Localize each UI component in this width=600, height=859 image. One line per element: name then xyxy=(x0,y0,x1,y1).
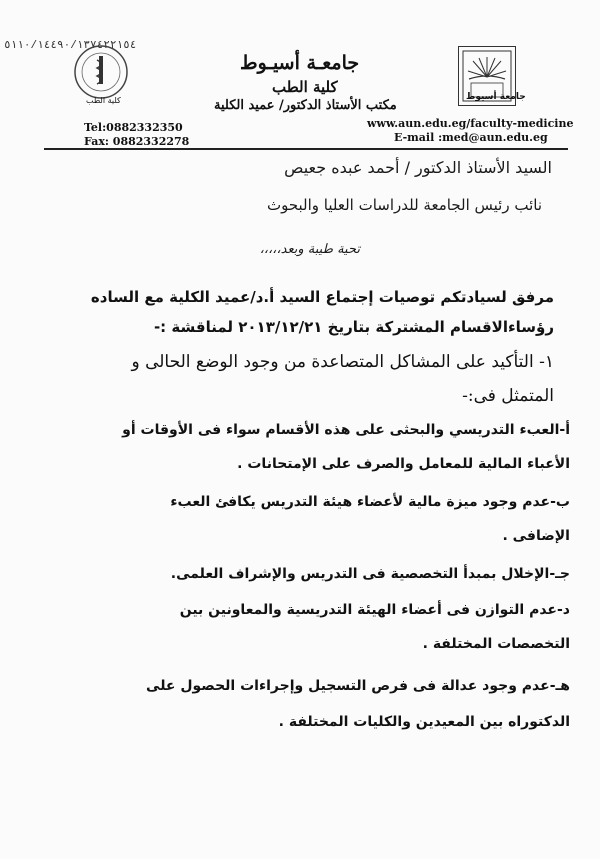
university-name: جامعـة أسيـوط xyxy=(240,52,360,74)
item-b-line-1: ب-عدم وجود ميزة مالية لأعضاء هيئة التدريس يكافئ العبء xyxy=(170,494,570,510)
addressee-title: نائب رئيس الجامعة للدراسات العليا والبحوث xyxy=(266,196,542,214)
item-e-line-2: الدكتوراه بين المعيدين والكليات المختلفة . xyxy=(278,714,570,730)
point-1-line-2: المتمثل فى:- xyxy=(462,386,554,406)
header-divider xyxy=(44,148,568,150)
item-d-line-2: التخصصات المختلفة . xyxy=(422,636,570,652)
intro-line-2: رؤساءالاقسام المشتركة بتاريخ ٢٠١٣/١٢/٢١ لمناقشة :- xyxy=(153,318,554,336)
fax: Fax: 0882332278 xyxy=(84,135,190,148)
item-a-line-2: الأعباء المالية للمعامل والصرف على الإمتحانات . xyxy=(237,456,570,472)
faculty-name: كلية الطب xyxy=(272,78,338,96)
item-e-line-1: هـ-عدم وجود عدالة فى فرص التسجيل وإجراءات الحصول على xyxy=(146,678,570,694)
item-c-line-1: جـ-الإخلال بمبدأ التخصصية فى التدريس والإشراف العلمى. xyxy=(170,566,570,582)
addressee-name: السيد الأستاذ الدكتور / أحمد عبده جعيص xyxy=(284,158,552,177)
item-d-line-1: د-عدم التوازن فى أعضاء الهيئة التدريسية والمعاونين بين xyxy=(179,602,570,618)
fax-header: ٥١١٠/١٤٤٩٠/١٣٧٤٢٢١٥٤ xyxy=(4,40,137,52)
left-logo-caption: كلية الطب xyxy=(86,96,121,105)
greeting: تحية طيبة وبعد،،،،، xyxy=(259,242,360,257)
intro-line-1: مرفق لسيادتكم توصيات إجتماع السيد أ.د/عميد الكلية مع الساده xyxy=(90,288,554,306)
tel: Tel:0882332350 xyxy=(84,121,183,134)
point-1-line-1: ١- التأكيد على المشاكل المتصاعدة من وجود الوضع الحالى و xyxy=(131,352,554,372)
office-title: مكتب الأستاذ الدكتور/ عميد الكلية xyxy=(214,98,397,113)
email: E-mail :med@aun.edu.eg xyxy=(394,131,548,144)
item-a-line-1: أ-العبء التدريسي والبحثى على هذه الأقسام سواء فى الأوقات أو xyxy=(122,422,570,438)
website: www.aun.edu.eg/faculty-medicine xyxy=(367,117,574,130)
right-logo-caption: جامعة أسيوط xyxy=(466,92,526,102)
item-b-line-2: الإضافى . xyxy=(502,528,570,544)
